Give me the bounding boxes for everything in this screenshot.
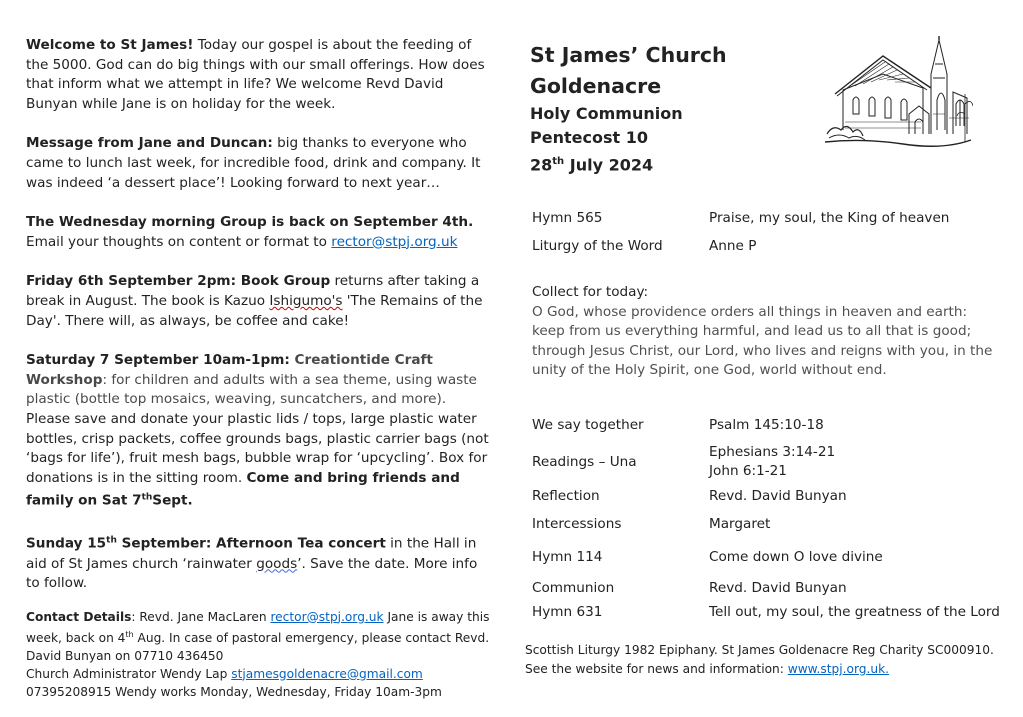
contact-text: : Revd. Jane MacLaren [131,609,271,624]
concert-date: Sunday 15 [26,535,107,552]
wednesday-heading: The Wednesday morning Group is back on September 4th. [26,214,474,231]
date-day: 28 [530,155,553,175]
hymn-114-title: Come down O love divine [709,549,883,565]
church-name: St James’ Church [530,43,727,67]
craft-paragraph [26,351,491,511]
hymn-565-label: Hymn 565 [532,210,603,226]
church-location: Goldenacre [530,74,662,98]
welcome-paragraph [26,36,491,114]
notices-column [26,36,491,701]
footer-liturgy-charity: Scottish Liturgy 1982 Epiphany. St James Goldenacre Reg Charity SC000910. [525,643,994,657]
liturgy-label: Liturgy of the Word [532,238,663,254]
date-sup: th [552,156,565,167]
contact-details [26,608,491,701]
footer-website-text: See the website for news and information: [525,662,788,676]
message-text: big thanks to everyone who came to lunch last week, for incredible food, drink and company. It was indeed ‘a dessert place’! Looking forward to next year… [26,135,481,191]
craft-invite-end: Sept. [152,492,193,509]
footer-website-line [525,660,1005,679]
collect-section [532,283,1002,381]
contact-sup: th [125,629,134,639]
date-month-year: July 2024 [564,155,654,175]
bookgroup-text: returns after taking a break in August. The book is Kazuo [26,273,480,309]
wednesday-paragraph [26,213,491,252]
concert-paragraph [26,531,491,593]
hymn-114-label: Hymn 114 [532,549,603,565]
service-name: Holy Communion [530,104,683,123]
contact-away-text: Jane is away this week, back on 4 [26,609,490,645]
craft-description: : for children and adults with a sea theme, using waste plastic (bottle top mosaics, weaving, suncatchers, and more). [26,371,477,408]
intercessions-leader: Margaret [709,516,771,532]
psalm-reference: Psalm 145:10-18 [709,417,824,433]
website-link[interactable]: www.stpj.org.uk. [787,662,890,676]
collect-prayer: O God, whose providence orders all things in heaven and earth: keep from us everything harmful, and lead us to all that is good; through Jesus Christ, our Lord, who lives and reigns with you, in the unity of the Holy Spirit, one God, world without end. [532,303,993,379]
concert-word: goods [256,555,298,572]
craft-sup: th [141,492,153,503]
welcome-text: Today our gospel is about the feeding of the 5000. God can do big things with our small offerings. How does that inform what we attempt in life? We welcome Revd David Bunyan while Jane is on holiday for the week. [26,37,485,112]
readings-label: Readings – Una [532,454,637,470]
reflection-leader: Revd. David Bunyan [709,488,847,504]
rector-email-link[interactable]: rector@stpj.org.uk [331,233,458,250]
administrator-text: Church Administrator Wendy Lap [26,666,232,681]
hymn-565-title: Praise, my soul, the King of heaven [709,210,950,226]
bookgroup-paragraph [26,272,491,331]
bookgroup-date: Friday 6th September 2pm: [26,273,237,290]
liturgy-reader: Anne P [709,238,757,254]
communion-celebrant: Revd. David Bunyan [709,580,847,596]
service-date [530,150,1000,177]
order-row [532,443,1012,483]
bookgroup-text-end: 'The Remains of the Day'. There will, as always, be coffee and cake! [26,292,483,329]
concert-sup: th [106,535,117,546]
communion-label: Communion [532,580,615,596]
say-together-label: We say together [532,417,644,433]
craft-invite: Come and bring friends and family on Sat 7 [26,469,460,509]
contact-label: Contact Details [26,609,132,624]
administrator-email-link[interactable]: stjamesgoldenacre@gmail.com [231,666,423,681]
concert-text-end: ’. Save the date. More info to follow. [26,555,478,592]
church-drawing-icon [823,34,973,154]
footer [525,641,1005,679]
administrator-hours: 07395208915 Wendy works Monday, Wednesday, Friday 10am-3pm [26,684,442,699]
craft-date: Saturday 7 September 10am-1pm: [26,352,290,369]
welcome-heading: Welcome to St James! [26,37,194,53]
service-week: Pentecost 10 [530,128,648,147]
bookgroup-name: Book Group [236,273,331,290]
concert-text: in the Hall in aid of St James church ‘rainwater [26,535,477,572]
wednesday-text: Email your thoughts on content or format to [26,233,332,250]
intercessions-label: Intercessions [532,516,622,532]
collect-label: Collect for today: [532,284,649,300]
contact-emergency-text: Aug. In case of pastoral emergency, please contact Revd. David Bunyan on 07710 436450 [26,630,490,663]
reading-ephesians: Ephesians 3:14-21 [709,444,836,460]
reading-john: John 6:1-21 [709,463,787,479]
message-heading: Message from Jane and Duncan: [26,135,273,152]
contact-email-link[interactable]: rector@stpj.org.uk [270,609,384,624]
hymn-631-title: Tell out, my soul, the greatness of the Lord [709,604,1000,620]
reflection-label: Reflection [532,488,600,504]
hymn-631-label: Hymn 631 [532,604,603,620]
craft-name: Creationtide Craft Workshop [26,352,433,388]
bookgroup-author: Ishigumo's [269,292,343,309]
message-paragraph [26,134,491,193]
craft-text: Please save and donate your plastic lids / tops, large plastic water bottles, crisp packets, coffee grounds bags, plastic carrier bags (not ‘bags for life’), fruit mesh bags, bubble wrap for ‘upcycling’. Box for donations is in the sitting room. [26,410,489,486]
concert-heading: September: Afternoon Tea concert [116,535,386,552]
